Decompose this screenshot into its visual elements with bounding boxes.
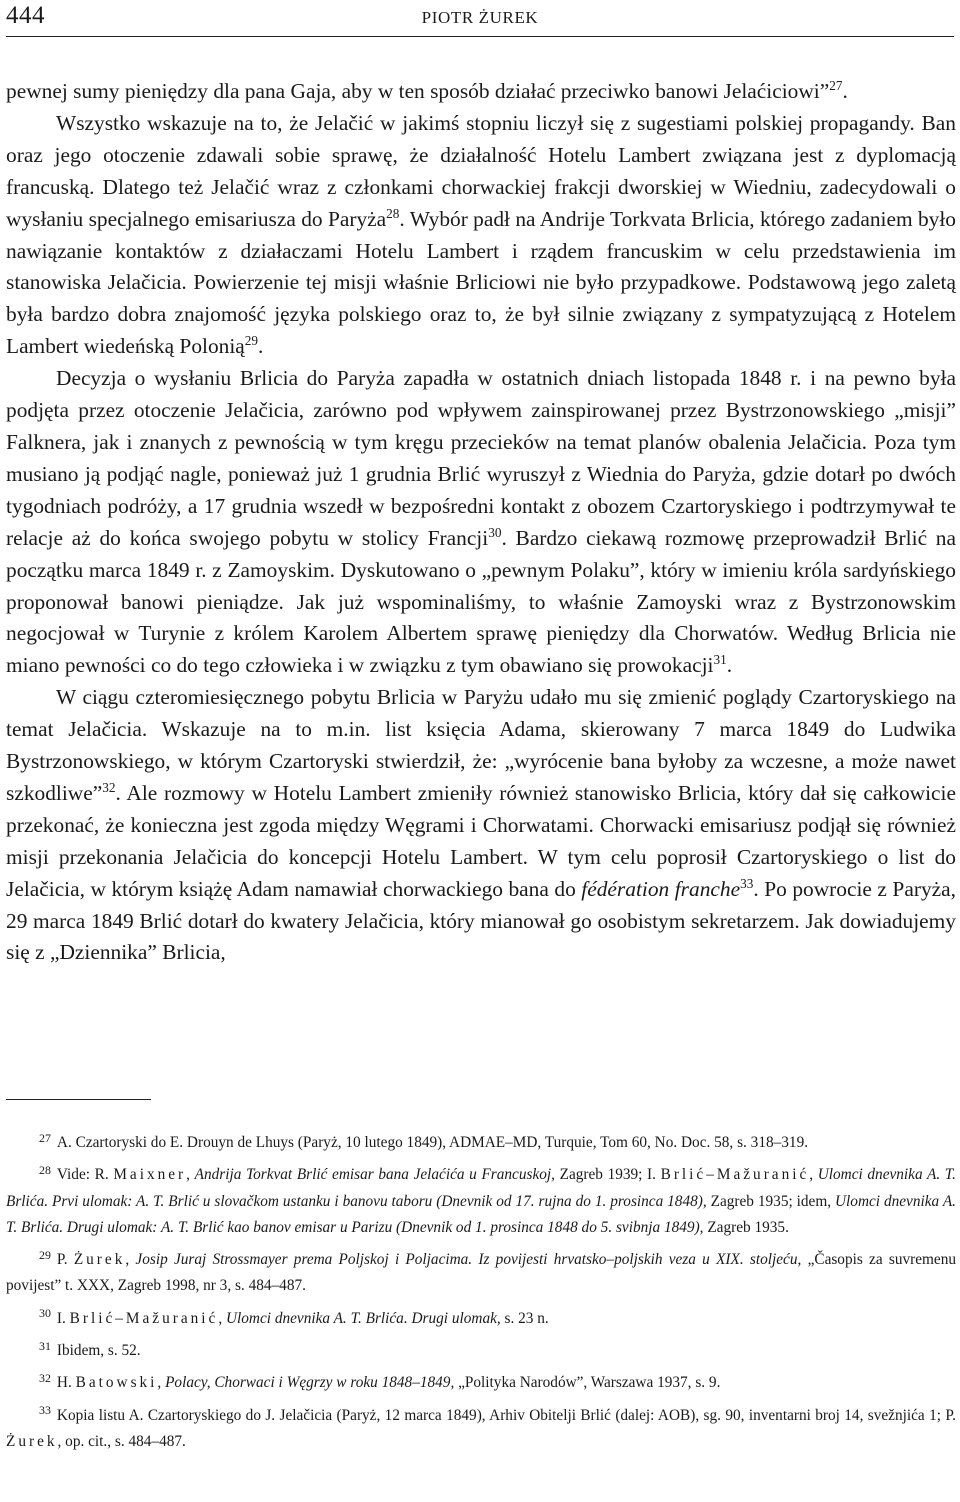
footnote-text: „Časopis za suvremenu povijest” t. XXX, Zagreb 1998, nr 3, s. 484–487. [6, 1251, 956, 1295]
footnote [6, 1247, 956, 1300]
footnote-ref: 32 [102, 779, 116, 795]
paragraph [6, 76, 956, 108]
footnote [6, 1338, 956, 1364]
text-run: Wszystko wskazuje na to, że Jelačić w jakimś stopniu liczył się z sugestiami polskiej propagandy. Ban oraz jego otoczenie zdawali sobie sprawę, że działalność Hotelu Lambert związana jest z dyplomacją francuską. Dlatego też Jelačić wraz z członkami chorwackiej frakcji dworskiej w Wiedniu, zadecydowali o wysłaniu specjalnego emisariusza do Paryża [6, 110, 956, 231]
footnote-text: H. [56, 1374, 76, 1392]
text-run: . [842, 79, 848, 103]
work-title: Ulomci dnevnika A. T. Brlića. Prvi ulomak: A. T. Brlić u slovačkom ustanku i banovu taboru (Dnevnik od 17. rujna do 1. prosinca 1848), [6, 1166, 956, 1210]
author-name: Maixner [113, 1166, 187, 1184]
footnote-ref: 31 [713, 652, 727, 668]
footnotes [6, 1130, 956, 1461]
footnote-text: Ibidem, s. 52. [56, 1342, 141, 1360]
footnote-text: Kopia listu A. Czartoryskiego do J. Jelačicia (Paryż, 12 marca 1849), Arhiv Obitelji Brlić (dalej: AOB), sg. 90, inventarni broj 14, svežnjića 1; P. [56, 1406, 956, 1424]
paragraph [6, 363, 956, 682]
footnote-number: 31 [39, 1338, 51, 1353]
footnote-text: , [157, 1374, 166, 1392]
footnote-text: , [218, 1309, 226, 1327]
paragraph [6, 682, 956, 969]
main-text [6, 76, 956, 969]
footnote-text: Zagreb 1935; idem, [706, 1192, 835, 1210]
footnote-text: Vide: R. [56, 1166, 114, 1184]
author-name: Brlić–Mažuranić [69, 1309, 219, 1327]
text-run: . Po powrocie z Paryża, 29 marca 1849 Brlić dotarł do kwatery Jelačicia, który mianował go osobistym sekretarzem. Jak dowiadujemy się z „Dziennika” Brlicia, [6, 876, 956, 965]
footnote-text: P. [56, 1251, 74, 1269]
work-title: Ulomci dnevnika A. T. Brlića. Drugi ulomak: A. T. Brlić kao banov emisar u Parizu (Dnevnik od 1. prosinca 1848 do 5. svibnja 1849), [6, 1192, 957, 1236]
text-run: . Bardzo ciekawą rozmowę przeprowadził Brlić na początku marca 1849 r. z Zamoyskim. Dyskutowano o „pewnym Polaku”, który w imieniu króla sardyńskiego proponował banowi pieniądze. Jak już wspominaliśmy, to właśnie Zamoyski wraz z Bystrzonowskim negocjował w Turynie z królem Karolem Albertem sprawę pieniędzy dla Chorwatów. Według Brlicia nie miano pewności co do tego człowieka i w związku z tym obawiano się prowokacji [6, 525, 956, 678]
footnote-number: 29 [39, 1247, 51, 1262]
footnote-ref: 30 [488, 524, 502, 540]
paragraph [6, 108, 956, 363]
footnote [6, 1403, 956, 1456]
footnote-text: I. [56, 1309, 70, 1327]
footnote-number: 30 [39, 1306, 51, 1321]
author-name: Żurek [6, 1432, 58, 1450]
footnote-number: 27 [39, 1130, 51, 1145]
footnote-text: s. 23 n. [500, 1309, 549, 1327]
text-run: . Ale rozmowy w Hotelu Lambert zmieniły również stanowisko Brlicia, który dał się całkowicie przekonać, że konieczna jest zgoda między Węgrami i Chorwatami. Chorwacki emisariusz podjął się również misji przekonania Jelačicia do koncepcji Hotelu Lambert. W tym celu poprosił Czartoryskiego o list do Jelačicia, w którym książę Adam namawiał chorwackiego bana do [6, 780, 956, 901]
italic-phrase: fédération franche [581, 876, 741, 901]
text-run: Decyzja o wysłaniu Brlicia do Paryża zapadła w ostatnich dniach listopada 1848 r. i na pewno była podjęta przez otoczenie Jelačicia, zarówno pod wpływem zainspirowanej przez Bystrzonowskiego „misji” Falknera, jak i znanych z pewnością w tym kręgu przecieków na temat planów obalenia Jelačicia. Poza tym musiano ją podjąć nagle, ponieważ już 1 grudnia Brlić wyruszył z Wiednia do Paryża, gdzie dotarł po dwóch tygodniach podróży, a 17 grudnia wszedł w bezpośredni kontakt z obozem Czartoryskiego i podtrzymywał te relacje aż do końca swojego pobytu w stolicy Francji [6, 366, 956, 550]
footnote-text: Zagreb 1939; I. [554, 1166, 661, 1184]
footnote-text: , op. cit., s. 484–487. [57, 1432, 186, 1450]
footnote-separator [6, 1099, 151, 1100]
footnote-text: , [186, 1166, 195, 1184]
footnote-ref: 27 [829, 77, 843, 93]
footnote-ref: 29 [244, 333, 259, 349]
work-title: Ulomci dnevnika A. T. Brlića. Drugi ulomak, [225, 1309, 501, 1327]
footnote-number: 32 [39, 1371, 51, 1386]
work-title: Andrija Torkvat Brlić emisar bana Jelaćića u Francuskoj, [194, 1166, 555, 1184]
footnote-text: , [809, 1166, 818, 1184]
footnote-ref: 33 [740, 875, 754, 891]
work-title: Polacy, Chorwaci i Węgrzy w roku 1848–1849, [165, 1374, 455, 1392]
footnote [6, 1130, 956, 1156]
footnote-number: 33 [39, 1403, 51, 1418]
footnote-text: A. Czartoryski do E. Drouyn de Lhuys (Paryż, 10 lutego 1849), ADMAE–MD, Turquie, Tom 60, No. Doc. 58, s. 318–319. [56, 1134, 809, 1151]
text-run: W ciągu czteromiesięcznego pobytu Brlicia w Paryżu udało mu się zmienić poglądy Czartoryskiego na temat Jelačicia. Wskazuje na to m.in. list księcia Adama, skierowany 7 marca 1849 do Ludwika Bystrzonowskiego, w którym Czartoryski stwierdził, że: „wyrócenie bana byłoby za wczesne, a może nawet szkodliwe” [6, 685, 956, 805]
footnote-number: 28 [39, 1162, 51, 1177]
author-name: Batowski [75, 1374, 158, 1392]
footnote-text: „Polityka Narodów”, Warszawa 1937, s. 9. [454, 1374, 721, 1392]
text-run: . Wybór padł na Andrije Torkvata Brlicia, którego zadaniem było nawiązanie kontaktów z działaczami Hotelu Lambert i rządem francuskim w celu przedstawienia im stanowiska Jelačicia. Powierzenie tej misji właśnie Brliciowi nie było przypadkowe. Podstawową jego zaletą była bardzo dobra znajomość języka polskiego oraz to, że był silnie związany z sympatyzującą z Hotelem Lambert wiedeńską Polonią [6, 206, 956, 359]
page-header [6, 0, 954, 37]
text-run: . [258, 334, 264, 359]
running-head: PIOTR ŻUREK [421, 8, 539, 27]
footnote [6, 1306, 956, 1332]
footnote [6, 1370, 956, 1396]
footnote-text: , [125, 1251, 136, 1269]
footnote [6, 1162, 956, 1241]
text-run: . [726, 653, 733, 678]
author-name: Żurek [73, 1251, 126, 1269]
page-number: 444 [6, 2, 45, 29]
footnote-ref: 28 [386, 205, 400, 221]
footnote-text: Zagreb 1935. [703, 1218, 789, 1236]
text-run: pewnej sumy pieniędzy dla pana Gaja, aby w ten sposób działać przeciwko banowi Jelaćiciowi” [6, 79, 830, 103]
author-name: Brlić–Mažuranić [660, 1166, 810, 1184]
work-title: Josip Juraj Strossmayer prema Poljskoj i Poljacima. Iz povijesti hrvatsko–poljskih veza u XIX. stoljeću, [135, 1251, 802, 1269]
